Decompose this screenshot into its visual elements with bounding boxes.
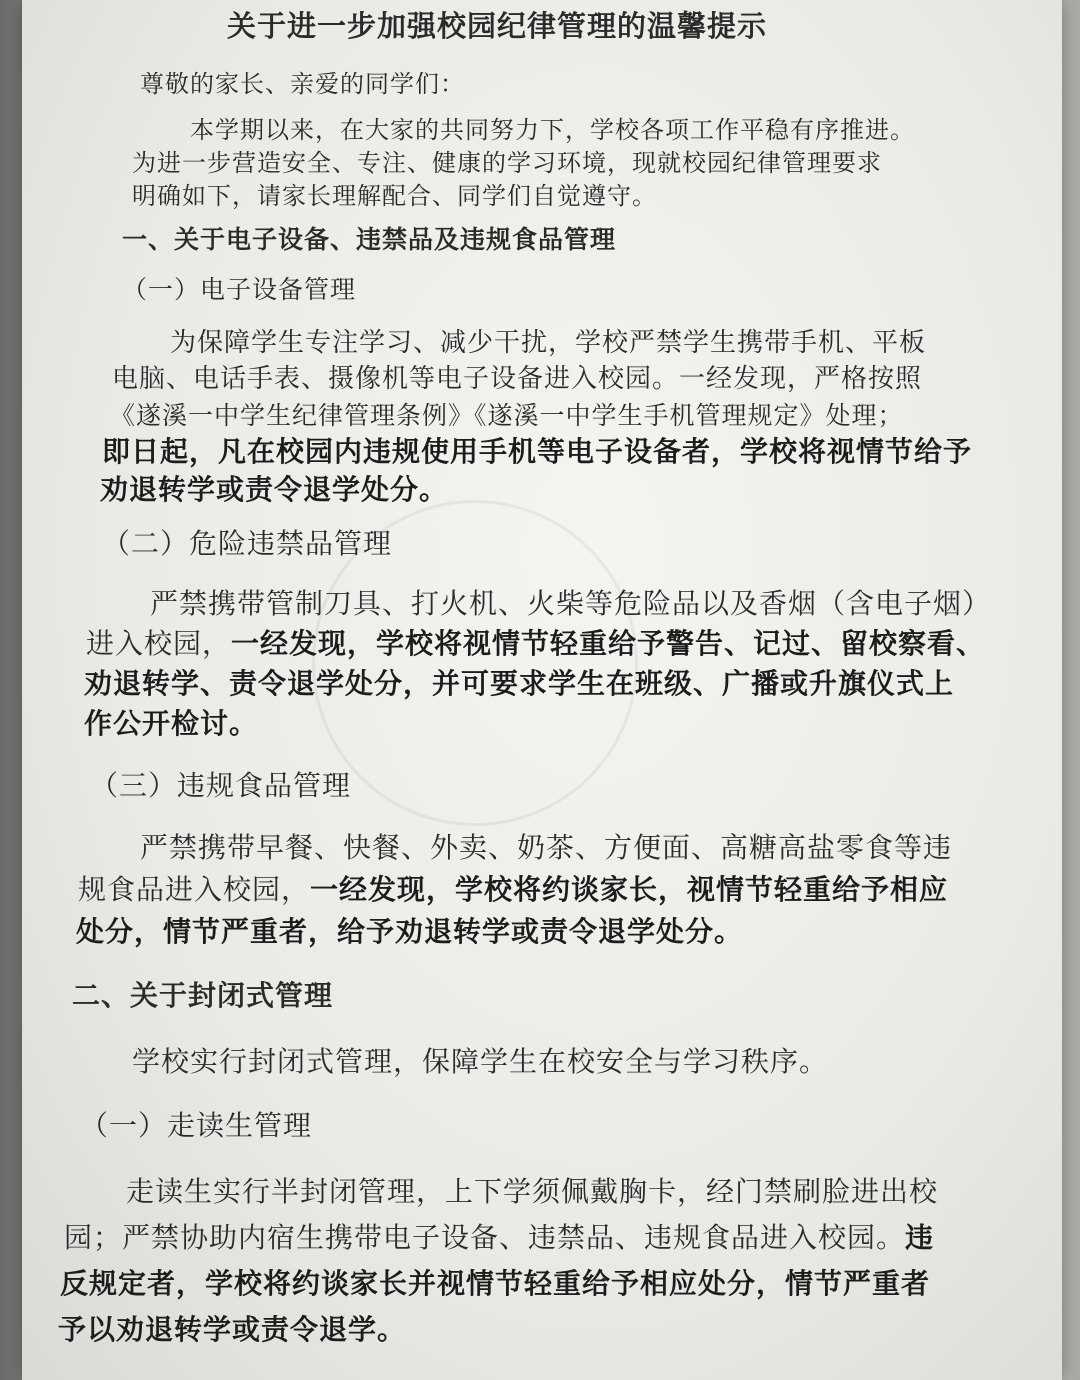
s1-2-bold-line-1: 劝退转学、责令退学处分，并可要求学生在班级、广播或升旗仪式上 bbox=[84, 667, 955, 700]
s2-1-line-2 bbox=[64, 1216, 934, 1256]
intro-line-3: 明确如下，请家长理解配合、同学们自觉遵守。 bbox=[132, 182, 657, 210]
s1-3-line-2 bbox=[78, 868, 948, 908]
s2-1-line-2-plain: 园；严禁协助内宿生携带电子设备、违禁品、违规食品进入校园。 bbox=[64, 1221, 906, 1254]
s2-1-line-1: 走读生实行半封闭管理，上下学须佩戴胸卡，经门禁刷脸进出校 bbox=[126, 1175, 939, 1208]
s1-2-line-2-plain: 进入校园， bbox=[86, 627, 232, 660]
section-2-heading: 二、关于封闭式管理 bbox=[72, 979, 334, 1012]
s1-1-line-2: 电脑、电话手表、摄像机等电子设备进入校园。一经发现，严格按照 bbox=[112, 364, 923, 394]
section-1-3-heading: （三）违规食品管理 bbox=[90, 769, 352, 802]
s1-3-line-1: 严禁携带早餐、快餐、外卖、奶茶、方便面、高糖高盐零食等违 bbox=[140, 831, 953, 864]
s2-intro: 学校实行封闭式管理，保障学生在校安全与学习秩序。 bbox=[132, 1045, 829, 1078]
s1-2-line-2-bold: 一经发现，学校将视情节轻重给予警告、记过、留校察看、 bbox=[231, 627, 986, 660]
s1-2-line-2 bbox=[86, 622, 985, 662]
s2-1-bold-line-1: 反规定者，学校将约谈家长并视情节轻重给予相应处分，情节严重者 bbox=[60, 1267, 931, 1300]
greeting: 尊敬的家长、亲爱的同学们： bbox=[140, 70, 465, 98]
intro-line-1: 本学期以来，在大家的共同努力下，学校各项工作平稳有序推进。 bbox=[190, 116, 915, 144]
s1-1-line-3: 《遂溪一中学生纪律管理条例》《遂溪一中学生手机管理规定》处理； bbox=[110, 401, 904, 430]
document-title: 关于进一步加强校园纪律管理的温馨提示 bbox=[227, 9, 768, 43]
section-1-heading: 一、关于电子设备、违禁品及违规食品管理 bbox=[122, 225, 617, 254]
s2-1-line-2-bold: 违 bbox=[905, 1221, 935, 1254]
section-1-1-heading: （一）电子设备管理 bbox=[122, 275, 357, 304]
s2-1-bold-line-2: 予以劝退转学或责令退学。 bbox=[58, 1313, 407, 1346]
s1-2-line-1: 严禁携带管制刀具、打火机、火柴等危险品以及香烟（含电子烟） bbox=[150, 587, 992, 620]
s1-3-bold-line: 处分，情节严重者，给予劝退转学或责令退学处分。 bbox=[76, 915, 744, 948]
s1-1-bold-line-2: 劝退转学或责令退学处分。 bbox=[100, 473, 449, 506]
s1-3-line-2-bold: 一经发现，学校将约谈家长，视情节轻重给予相应 bbox=[310, 873, 949, 906]
notice-document bbox=[22, 0, 1062, 1380]
s1-2-bold-line-2: 作公开检讨。 bbox=[84, 707, 259, 740]
s1-3-line-2-plain: 规食品进入校园， bbox=[78, 873, 311, 906]
intro-line-2: 为进一步营造安全、专注、健康的学习环境，现就校园纪律管理要求 bbox=[132, 149, 882, 177]
s1-1-line-1: 为保障学生专注学习、减少干扰，学校严禁学生携带手机、平板 bbox=[170, 328, 927, 358]
section-1-2-heading: （二）危险违禁品管理 bbox=[102, 527, 393, 560]
section-2-1-heading: （一）走读生管理 bbox=[80, 1109, 313, 1142]
s1-1-bold-line-1: 即日起，凡在校园内违规使用手机等电子设备者，学校将视情节给予 bbox=[102, 435, 973, 468]
